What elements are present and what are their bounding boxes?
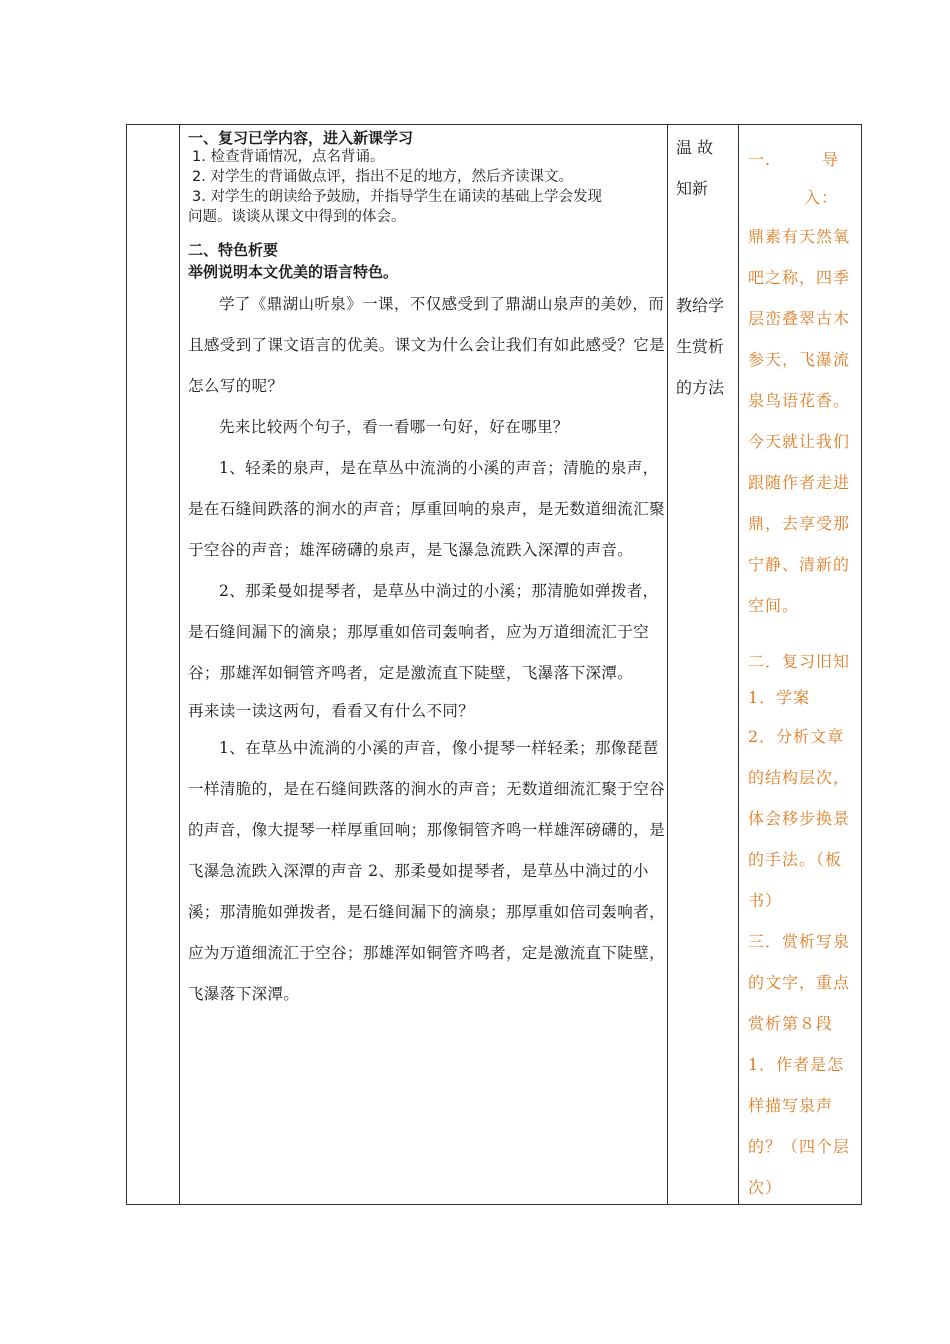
aim-text: 生赏析	[676, 337, 725, 356]
compare-prompt: 先来比较两个句子，看一看哪一句好，好在哪里？	[219, 418, 569, 436]
note-heading: 二．复习旧知	[748, 652, 851, 671]
lesson-plan-table	[126, 124, 862, 1205]
aim-text: 温 故	[676, 138, 714, 157]
note-text: 2．分析文章的结构层次，体会移步换景的手法。（板书）	[748, 727, 851, 910]
section-heading: 一、复习已学内容，进入新课学习	[188, 129, 414, 147]
note-heading: 入：	[804, 188, 839, 207]
section-subheading: 举例说明本文优美的语言特色。	[188, 263, 399, 281]
design-notes-cell	[739, 125, 863, 1204]
example-sentence: 2、那柔曼如提琴者，是草丛中淌过的小溪；那清脆如弹拨者，是石缝间漏下的滴泉；那厚重如倍司轰响者，应为万道细流汇于空谷；那雄浑如铜管齐鸣者，定是激流直下陡壁，飞瀑落下深潭。	[188, 582, 659, 682]
aim-text: 教给学	[676, 296, 725, 315]
list-item: 问题。谈谈从课文中得到的体会。	[188, 209, 406, 225]
aim-text: 的方法	[676, 378, 725, 397]
section-heading: 二、特色析要	[188, 241, 279, 259]
teaching-content-cell	[179, 125, 667, 1204]
note-text: 鼎素有天然氧吧之称，四季层峦叠翠古木参天，飞瀑流泉鸟语花香。今天就让我们跟随作者走进鼎，去享受那宁静、清新的空间。	[748, 227, 851, 615]
note-heading: 一. 导	[748, 150, 840, 169]
note-text: 1．学案	[748, 688, 811, 707]
note-heading: 三．赏析写泉的文字，重点赏析第８段	[748, 932, 851, 1033]
intro-paragraph: 学了《鼎湖山听泉》一课，不仅感受到了鼎湖山泉声的美妙，而且感受到了课文语言的优美。课文为什么会让我们有如此感受？它是怎么写的呢？	[188, 295, 666, 395]
teaching-aim-cell	[668, 125, 738, 1204]
note-text: 1．作者是怎样描写泉声的？（四个层次）	[748, 1055, 851, 1197]
list-item: 3. 对学生的朗读给予鼓励，并指导学生在诵读的基础上学会发现	[192, 189, 602, 205]
example-sentence: 1、轻柔的泉声，是在草丛中流淌的小溪的声音；清脆的泉声，是在石缝间跌落的涧水的声音；厚重回响的泉声，是无数道细流汇聚于空谷的声音；雄浑磅礴的泉声，是飞瀑急流跌入深潭的声音。	[188, 459, 666, 559]
aim-text: 知新	[676, 179, 709, 198]
example-sentence: 1、在草丛中流淌的小溪的声音，像小提琴一样轻柔；那像琵琶一样清脆的，是在石缝间跌落的涧水的声音；无数道细流汇聚于空谷的声音，像大提琴一样厚重回响；那像铜管齐鸣一样雄浑磅礴的，是飞瀑急流跌入深潭的声音 2、那柔曼如提琴者，是草丛中淌过的小溪；那清脆如弹拨者，是石缝间漏下的滴泉；那厚重如倍司轰响者，应为万道细流汇于空谷；那雄浑如铜管齐鸣者，定是激流直下陡壁，飞瀑落下深潭。	[188, 739, 666, 1003]
list-item: 1. 检查背诵情况，点名背诵。	[192, 149, 385, 165]
reread-prompt: 再来读一读这两句，看看又有什么不同？	[188, 702, 475, 720]
list-item: 2. 对学生的背诵做点评，指出不足的地方，然后齐读课文。	[192, 169, 573, 185]
